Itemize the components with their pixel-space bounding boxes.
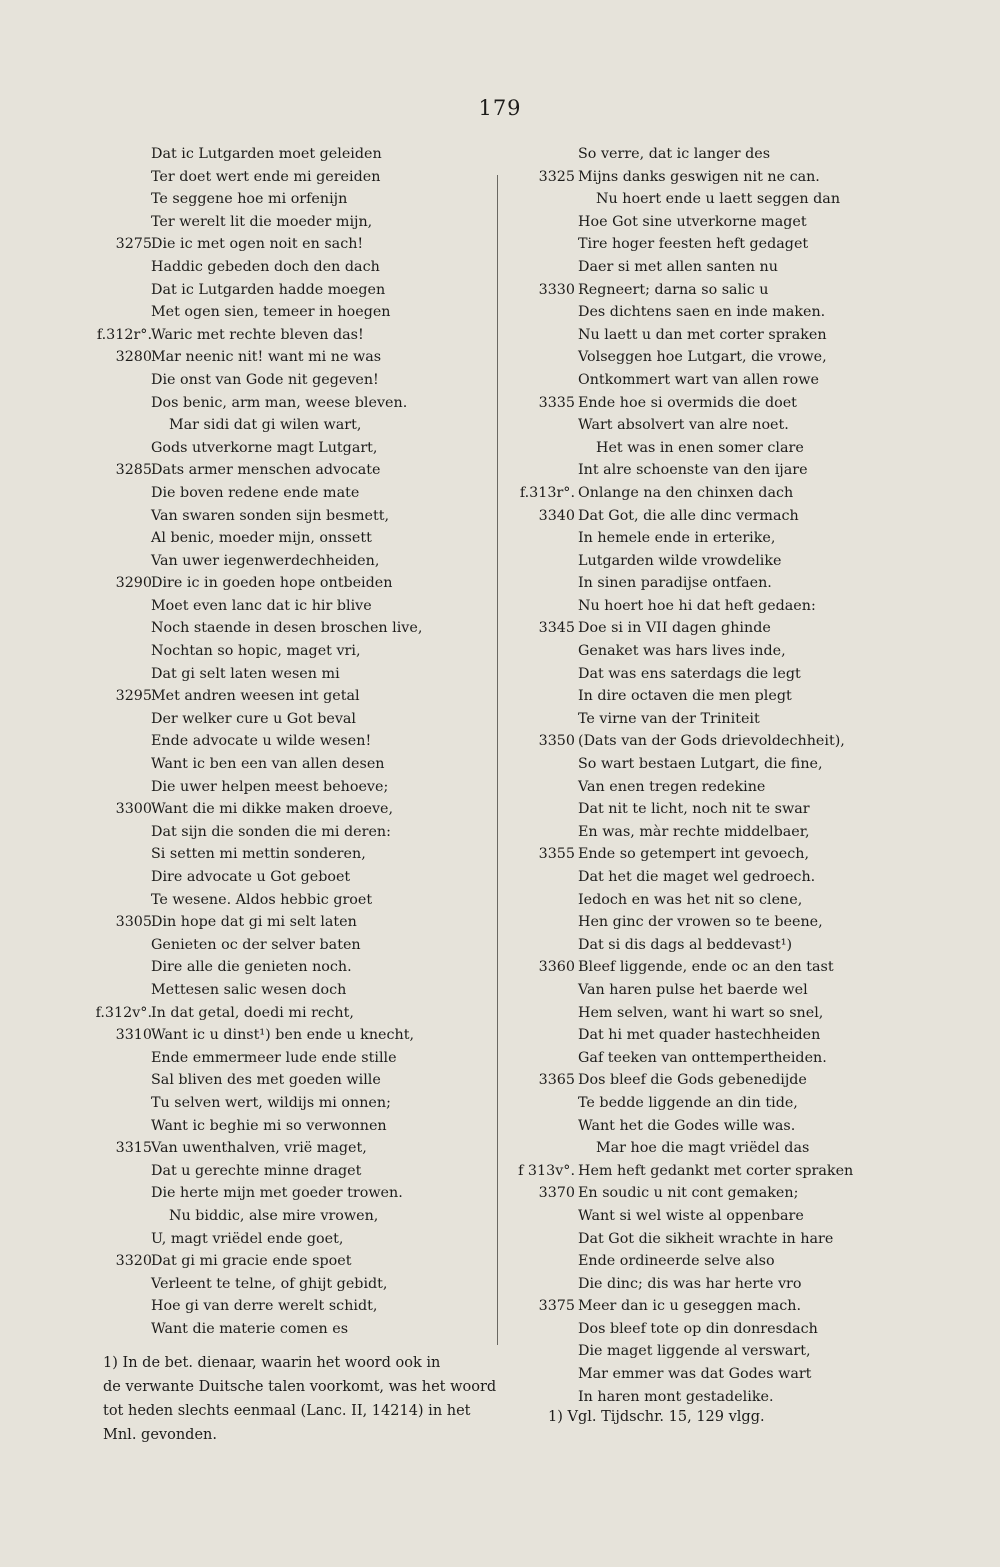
verse-text: In hemele ende in erterike,: [578, 530, 776, 547]
verse-text: Die onst van Gode nit gegeven!: [151, 371, 379, 388]
verse-line: [505, 1160, 865, 1183]
verse-text: Dat het die maget wel gedroech.: [578, 869, 816, 885]
verse-text: Verleent te telne, of ghijt gebidt,: [151, 1275, 388, 1292]
line-number: 3275: [115, 236, 152, 253]
verse-line: [505, 730, 865, 753]
verse-text: Nu hoert ende u laett seggen dan: [596, 191, 841, 208]
verse-line: [505, 821, 865, 844]
verse-line: [505, 482, 865, 505]
verse-line: [505, 843, 865, 866]
verse-text: Die dinc; dis was har herte vro: [578, 1275, 802, 1292]
verse-line: [505, 459, 865, 482]
verse-text: Dire ic in goeden hope ontbeiden: [151, 575, 393, 592]
line-number: 3365: [538, 1072, 575, 1089]
verse-line: [60, 1047, 485, 1070]
page-number: 179: [478, 96, 522, 120]
verse-line: [60, 414, 485, 437]
verse-text: Hoe Got sine utverkorne maget: [578, 213, 807, 230]
verse-line: [505, 211, 865, 234]
verse-text: Dats armer menschen advocate: [151, 462, 381, 479]
verse-text: Dat nit te licht, noch nit te swar: [578, 801, 810, 818]
verse-line: [60, 1318, 485, 1341]
verse-line: [505, 1205, 865, 1228]
verse-line: [505, 572, 865, 595]
verse-line: [505, 1092, 865, 1115]
verse-line: [505, 1228, 865, 1251]
verse-line: [60, 956, 485, 979]
verse-text: Want ic ben een van allen desen: [151, 756, 385, 773]
verse-text: Te seggene hoe mi orfenijn: [151, 191, 348, 208]
verse-line: [60, 617, 485, 640]
verse-line: [60, 1295, 485, 1318]
verse-text: Ontkommert wart van allen rowe: [578, 371, 819, 388]
verse-text: Die boven redene ende mate: [151, 484, 360, 501]
verse-text: Dat gi selt laten wesen mi: [151, 665, 340, 682]
verse-line: [60, 346, 485, 369]
verse-text: Mijns danks geswigen nit ne can.: [578, 168, 820, 185]
line-number: f.312v°.: [95, 1004, 152, 1021]
verse-line: [505, 1137, 865, 1160]
line-number: 3285: [115, 462, 152, 479]
verse-text: So verre, dat ic langer des: [578, 146, 771, 162]
verse-text: Met andren weesen int getal: [151, 688, 360, 705]
verse-text: Tire hoger feesten heft gedaget: [578, 236, 809, 253]
line-number: 3360: [538, 959, 575, 976]
verse-text: Nu biddic, alse mire vrowen,: [169, 1207, 379, 1224]
verse-text: Haddic gebeden doch den dach: [151, 258, 380, 275]
verse-line: [505, 1024, 865, 1047]
verse-text: Dat Got die sikheit wrachte in hare: [578, 1230, 834, 1247]
verse-text: Ende emmermeer lude ende stille: [151, 1049, 397, 1066]
verse-line: [505, 550, 865, 573]
verse-text: Dire advocate u Got geboet: [151, 869, 351, 885]
verse-text: Mar sidi dat gi wilen wart,: [169, 417, 362, 434]
verse-text: Van haren pulse het baerde wel: [578, 981, 808, 998]
verse-text: Doe si in VII dagen ghinde: [578, 620, 771, 637]
verse-line: [60, 437, 485, 460]
verse-text: In sinen paradijse ontfaen.: [578, 575, 772, 592]
verse-line: [505, 685, 865, 708]
verse-line: [60, 324, 485, 347]
verse-line: [60, 188, 485, 211]
verse-text: Mettesen salic wesen doch: [151, 981, 347, 998]
verse-text: Die maget liggende al verswart,: [578, 1343, 811, 1360]
verse-line: [60, 730, 485, 753]
verse-line: [60, 1182, 485, 1205]
verse-text: Dat was ens saterdags die legt: [578, 665, 801, 682]
verse-text: Mar hoe die magt vriëdel das: [596, 1140, 810, 1157]
verse-text: Dat gi mi gracie ende spoet: [151, 1253, 352, 1270]
line-number: 3345: [538, 620, 575, 637]
verse-line: [505, 1250, 865, 1273]
verse-text: U, magt vriëdel ende goet,: [151, 1230, 344, 1247]
verse-text: Hoe gi van derre werelt schidt,: [151, 1298, 378, 1315]
verse-line: [60, 640, 485, 663]
verse-line: [505, 392, 865, 415]
verse-text: Dat u gerechte minne draget: [151, 1162, 362, 1179]
verse-line: [60, 369, 485, 392]
verse-line: [505, 279, 865, 302]
verse-text: Si setten mi mettin sonderen,: [151, 846, 366, 863]
verse-text: Iedoch en was het nit so clene,: [578, 891, 803, 908]
verse-line: [60, 233, 485, 256]
line-number: 3330: [538, 281, 575, 298]
verse-line: [505, 1295, 865, 1318]
footnote-line: Mnl. gevonden.: [103, 1427, 217, 1443]
line-number: 3295: [115, 688, 152, 705]
line-number: 3350: [538, 733, 575, 750]
verse-line: [60, 595, 485, 618]
verse-text: Ende ordineerde selve also: [578, 1253, 775, 1270]
verse-line: [60, 550, 485, 573]
verse-text: Tu selven wert, wildijs mi onnen;: [151, 1094, 391, 1111]
verse-text: In haren mont gestadelike.: [578, 1388, 774, 1405]
right-verse-column: [505, 143, 865, 1408]
verse-text: Moet even lanc dat ic hir blive: [151, 597, 372, 614]
verse-line: [505, 1115, 865, 1138]
verse-text: Hem selven, want hi wart so snel,: [578, 1004, 824, 1021]
verse-line: [60, 776, 485, 799]
verse-text: Dat si dis dags al beddevast¹): [578, 936, 793, 953]
verse-line: [505, 911, 865, 934]
verse-text: Daer si met allen santen nu: [578, 258, 778, 275]
verse-line: [505, 934, 865, 957]
line-number: 3305: [115, 914, 152, 931]
verse-line: [60, 1273, 485, 1296]
verse-line: [60, 843, 485, 866]
right-footnote: [548, 1405, 868, 1429]
verse-line: [60, 301, 485, 324]
verse-line: [505, 1069, 865, 1092]
verse-text: Van uwenthalven, vrië maget,: [151, 1140, 367, 1157]
verse-text: Dat Got, die alle dinc vermach: [578, 507, 799, 524]
verse-line: [60, 143, 485, 166]
verse-line: [505, 708, 865, 731]
verse-line: [60, 459, 485, 482]
verse-line: [60, 889, 485, 912]
verse-text: Te bedde liggende an din tide,: [578, 1094, 798, 1111]
verse-text: Dos bleef tote op din donresdach: [578, 1320, 818, 1337]
line-number: 3335: [538, 394, 575, 411]
line-number: 3375: [538, 1298, 575, 1315]
left-footnote: [103, 1351, 497, 1447]
line-number: 3300: [115, 801, 152, 818]
verse-line: [505, 143, 865, 166]
verse-text: Bleef liggende, ende oc an den tast: [578, 959, 834, 976]
footnote-line: 1) In de bet. dienaar, waarin het woord ook in: [103, 1355, 441, 1371]
verse-line: [60, 1024, 485, 1047]
verse-line: [60, 821, 485, 844]
verse-line: [505, 866, 865, 889]
verse-line: [60, 505, 485, 528]
verse-text: Die uwer helpen meest behoeve;: [151, 778, 389, 795]
verse-text: Die ic met ogen noit en sach!: [151, 236, 364, 253]
verse-line: [60, 979, 485, 1002]
verse-text: Ende so getempert int gevoech,: [578, 846, 809, 863]
verse-text: Want ic u dinst¹) ben ende u knecht,: [151, 1027, 414, 1044]
verse-text: Want die mi dikke maken droeve,: [151, 801, 394, 818]
verse-text: En soudic u nit cont gemaken;: [578, 1185, 799, 1202]
verse-line: [505, 1047, 865, 1070]
verse-line: [505, 595, 865, 618]
verse-text: Genieten oc der selver baten: [151, 936, 361, 953]
verse-line: [505, 301, 865, 324]
left-verse-column: [60, 143, 485, 1340]
verse-text: Met ogen sien, temeer in hoegen: [151, 304, 391, 321]
verse-line: [505, 753, 865, 776]
verse-text: Meer dan ic u geseggen mach.: [578, 1298, 802, 1315]
verse-line: [505, 979, 865, 1002]
verse-text: Gaf teeken van onttempertheiden.: [578, 1049, 827, 1066]
verse-text: Gods utverkorne magt Lutgart,: [151, 439, 378, 456]
verse-line: [505, 369, 865, 392]
verse-text: Dat ic Lutgarden moet geleiden: [151, 146, 382, 162]
line-number: 3355: [538, 846, 575, 863]
verse-text: Van uwer iegenwerdechheiden,: [151, 552, 380, 569]
verse-line: [505, 166, 865, 189]
verse-text: Die herte mijn met goeder trowen.: [151, 1185, 403, 1202]
verse-text: Des dichtens saen en inde maken.: [578, 304, 826, 321]
verse-line: [60, 685, 485, 708]
verse-text: Ter werelt lit die moeder mijn,: [151, 213, 373, 230]
verse-text: Want het die Godes wille was.: [578, 1117, 796, 1134]
verse-line: [60, 1250, 485, 1273]
line-number: 3370: [538, 1185, 575, 1202]
verse-text: Dat sijn die sonden die mi deren:: [151, 823, 391, 840]
verse-line: [60, 911, 485, 934]
verse-line: [60, 572, 485, 595]
verse-line: [505, 1340, 865, 1363]
verse-text: Genaket was hars lives inde,: [578, 643, 786, 660]
verse-text: Din hope dat gi mi selt laten: [151, 914, 357, 931]
verse-line: [60, 663, 485, 686]
verse-text: Dat ic Lutgarden hadde moegen: [151, 281, 386, 298]
verse-line: [60, 798, 485, 821]
verse-text: Int alre schoenste van den ijare: [578, 462, 808, 479]
verse-line: [505, 505, 865, 528]
verse-line: [60, 1160, 485, 1183]
verse-line: [60, 256, 485, 279]
verse-text: Hem heft gedankt met corter spraken: [578, 1162, 854, 1179]
verse-text: Volseggen hoe Lutgart, die vrowe,: [578, 349, 827, 366]
verse-line: [505, 527, 865, 550]
verse-text: Dos bleef die Gods gebenedijde: [578, 1072, 807, 1089]
verse-line: [60, 166, 485, 189]
verse-line: [60, 527, 485, 550]
verse-line: [60, 392, 485, 415]
verse-line: [505, 256, 865, 279]
verse-text: Want die materie comen es: [151, 1320, 349, 1337]
verse-text: Ende advocate u wilde wesen!: [151, 733, 372, 750]
verse-text: Wart absolvert van alre noet.: [578, 417, 789, 434]
verse-text: Nochtan so hopic, maget vri,: [151, 643, 361, 660]
verse-text: In dat getal, doedi mi recht,: [151, 1004, 354, 1021]
line-number: 3290: [115, 575, 152, 592]
line-number: 3315: [115, 1140, 152, 1157]
line-number: 3310: [115, 1027, 152, 1044]
verse-line: [505, 233, 865, 256]
verse-line: [505, 1363, 865, 1386]
verse-line: [60, 1002, 485, 1025]
line-number: 3320: [115, 1253, 152, 1270]
verse-line: [60, 1069, 485, 1092]
verse-line: [60, 1115, 485, 1138]
verse-text: So wart bestaen Lutgart, die fine,: [578, 756, 823, 773]
verse-line: [60, 866, 485, 889]
verse-line: [505, 776, 865, 799]
verse-text: Dat hi met quader hastechheiden: [578, 1027, 821, 1044]
verse-line: [60, 279, 485, 302]
footnote-line: de verwante Duitsche talen voorkomt, was het woord: [103, 1379, 497, 1395]
line-number: f.312r°.: [96, 326, 152, 343]
verse-text: Waric met rechte bleven das!: [151, 326, 364, 343]
verse-line: [505, 1002, 865, 1025]
verse-text: Ter doet wert ende mi gereiden: [151, 168, 381, 185]
verse-line: [505, 798, 865, 821]
verse-text: Ende hoe si overmids die doet: [578, 394, 797, 411]
verse-line: [60, 753, 485, 776]
verse-text: Hen ginc der vrowen so te beene,: [578, 914, 823, 931]
verse-text: Het was in enen somer clare: [596, 439, 804, 456]
verse-text: Van enen tregen redekine: [578, 778, 766, 795]
verse-line: [60, 1137, 485, 1160]
verse-line: [505, 956, 865, 979]
verse-line: [505, 1318, 865, 1341]
verse-line: [505, 1273, 865, 1296]
verse-text: En was, màr rechte middelbaer,: [578, 823, 810, 840]
verse-text: Te virne van der Triniteit: [578, 710, 760, 727]
verse-line: [505, 437, 865, 460]
verse-text: Mar emmer was dat Godes wart: [578, 1366, 812, 1383]
verse-line: [505, 617, 865, 640]
verse-text: Dos benic, arm man, weese bleven.: [151, 394, 408, 411]
verse-line: [505, 663, 865, 686]
line-number: 3325: [538, 168, 575, 185]
verse-line: [505, 324, 865, 347]
verse-line: [60, 934, 485, 957]
verse-line: [505, 346, 865, 369]
line-number: 3280: [115, 349, 152, 366]
verse-text: Sal bliven des met goeden wille: [151, 1072, 381, 1089]
line-number: f 313v°.: [518, 1162, 575, 1179]
verse-text: Al benic, moeder mijn, onssett: [151, 530, 372, 547]
verse-text: Der welker cure u Got beval: [151, 710, 356, 727]
verse-line: [505, 414, 865, 437]
verse-text: Mar neenic nit! want mi ne was: [151, 349, 382, 366]
verse-line: [505, 1182, 865, 1205]
column-divider: [497, 175, 498, 1345]
verse-text: Noch staende in desen broschen live,: [151, 620, 423, 637]
verse-text: Te wesene. Aldos hebbic groet: [151, 891, 373, 908]
verse-line: [60, 1205, 485, 1228]
verse-text: In dire octaven die men plegt: [578, 688, 792, 705]
verse-text: Onlange na den chinxen dach: [578, 484, 794, 501]
verse-text: Van swaren sonden sijn besmett,: [151, 507, 390, 524]
verse-text: Nu hoert hoe hi dat heft gedaen:: [578, 597, 816, 614]
verse-text: (Dats van der Gods drievoldechheit),: [578, 733, 845, 750]
verse-text: Dire alle die genieten noch.: [151, 959, 352, 976]
verse-text: Lutgarden wilde vrowdelike: [578, 552, 782, 569]
verse-text: Want si wel wiste al oppenbare: [578, 1207, 804, 1224]
verse-text: Nu laett u dan met corter spraken: [578, 326, 827, 343]
verse-line: [60, 708, 485, 731]
verse-line: [60, 211, 485, 234]
verse-line: [505, 188, 865, 211]
verse-line: [505, 889, 865, 912]
verse-line: [505, 640, 865, 663]
footnote-line: tot heden slechts eenmaal (Lanc. II, 14214) in het: [103, 1403, 471, 1419]
verse-text: Want ic beghie mi so verwonnen: [151, 1117, 387, 1134]
line-number: 3340: [538, 507, 575, 524]
verse-line: [60, 482, 485, 505]
footnote-line: 1) Vgl. Tijdschr. 15, 129 vlgg.: [548, 1409, 765, 1425]
verse-line: [60, 1092, 485, 1115]
verse-text: Regneert; darna so salic u: [578, 281, 769, 298]
line-number: f.313r°.: [519, 484, 575, 501]
verse-line: [60, 1228, 485, 1251]
